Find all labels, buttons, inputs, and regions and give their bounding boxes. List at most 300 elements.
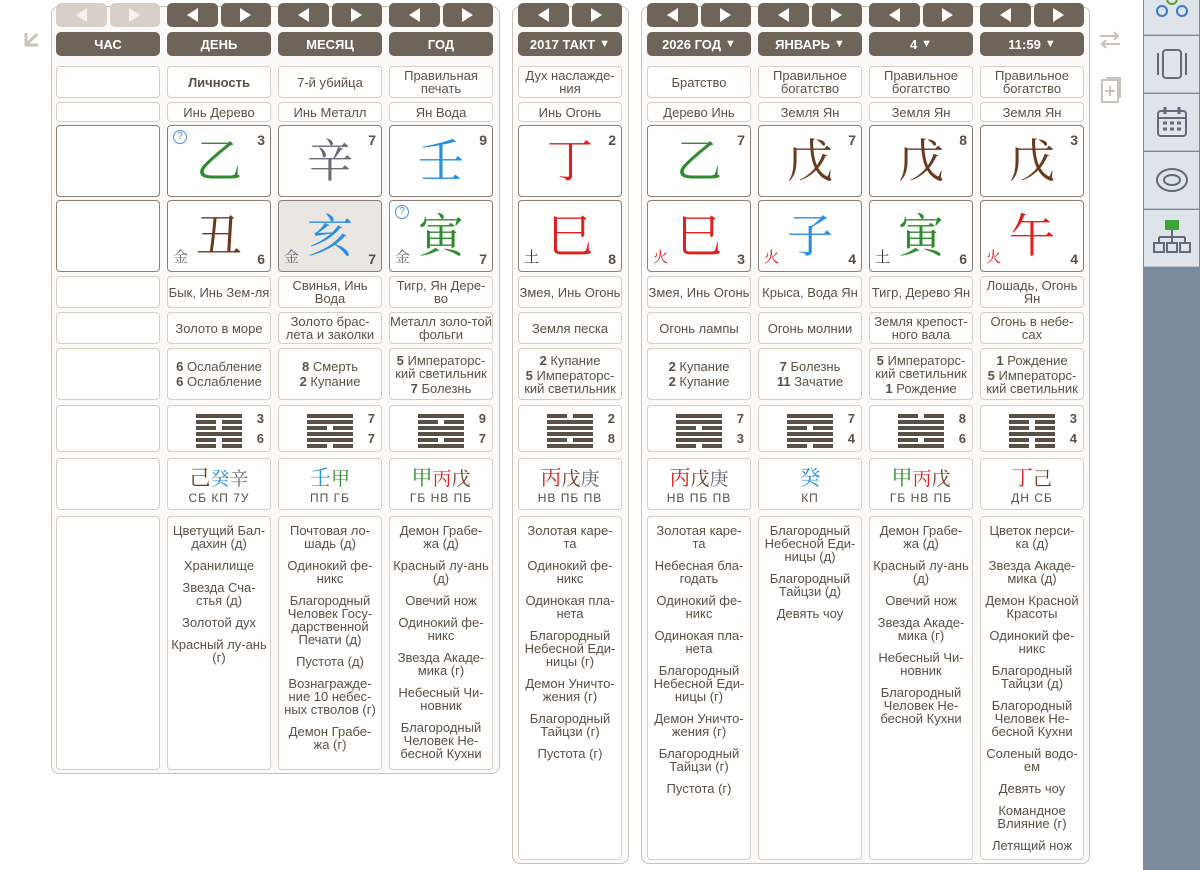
symbolic-star-item[interactable]: Благородный Небесной Еди-ницы (г): [653, 663, 745, 704]
heavenly-stem-cell[interactable]: [647, 125, 751, 197]
life-stage-number: 2: [668, 374, 676, 389]
hexagram-icon: [898, 414, 944, 450]
next-period-button[interactable]: [572, 3, 623, 27]
hidden-stem-labels: ГБ НВ ПБ: [409, 491, 473, 505]
arrow-right-icon: [942, 8, 953, 22]
life-stage-name: Купание: [310, 374, 361, 389]
symbolic-star-item[interactable]: Небесный Чи-новник: [878, 650, 964, 678]
animal-cell: [647, 276, 751, 308]
hexagram-upper-number: 3: [256, 411, 264, 426]
chevron-down-icon: ▼: [599, 38, 611, 50]
hidden-stem-char: 戊: [451, 468, 471, 490]
symbolic-star-item[interactable]: Хранилище: [183, 558, 255, 573]
symbolic-star-item[interactable]: Пустота (д): [296, 654, 364, 669]
life-stage-cell: [758, 348, 862, 400]
hexagram-icon: [307, 414, 353, 450]
branch-character: 巳: [676, 209, 722, 263]
hidden-stems-cell: [758, 458, 862, 510]
hidden-stem-char: 戊: [690, 468, 710, 490]
life-stage-number: 2: [668, 359, 676, 374]
nayin-label: Золото брас-лета и заколки: [285, 314, 375, 342]
element-cell: [869, 102, 973, 122]
life-stage-cell: [56, 348, 160, 400]
prev-period-button[interactable]: [518, 3, 569, 27]
next-period-button[interactable]: [923, 3, 974, 27]
swap-arrows-icon[interactable]: [1098, 30, 1122, 50]
hidden-stem-char: 丙: [669, 466, 691, 490]
symbolic-star-item[interactable]: Благородный Человек Не-бесной Кухни: [400, 720, 482, 761]
hidden-stems-cell: [389, 458, 493, 510]
hidden-stems-cell: [647, 458, 751, 510]
arrow-right-icon: [351, 8, 362, 22]
symbolic-star-item[interactable]: Девять чоу: [776, 606, 844, 621]
hidden-stem-char: 丙: [912, 468, 932, 490]
hexagram-icon: [787, 414, 833, 450]
symbolic-star-item[interactable]: Благородный Человек Не-бесной Кухни: [880, 685, 962, 726]
symbolic-star-item[interactable]: Соленый водо-ем: [986, 746, 1078, 774]
hexagram-cell: [518, 405, 622, 452]
sidebar-hierarchy-button[interactable]: [1144, 210, 1199, 267]
symbolic-star-item[interactable]: Одинокий фе-никс: [656, 593, 742, 621]
hexagram-upper-number: 9: [478, 411, 486, 426]
column-header-label: ГОД: [427, 36, 455, 52]
arrow-left-icon: [76, 8, 87, 22]
hexagram-cell: [758, 405, 862, 452]
collapse-button[interactable]: [13, 22, 49, 58]
hidden-stem-char: 甲: [330, 468, 350, 490]
hidden-stem-labels: НВ ПБ ПВ: [537, 491, 603, 505]
frame-icon: [1155, 47, 1189, 81]
earthly-branch-cell[interactable]: [869, 200, 973, 272]
symbolic-star-item[interactable]: Пустота (г): [666, 781, 732, 796]
heavenly-stem-cell[interactable]: [278, 125, 382, 197]
sidebar-coins-button[interactable]: [1144, 152, 1199, 209]
branch-number: 7: [479, 251, 487, 267]
hexagram-cell: [647, 405, 751, 452]
ten-god-cell: [647, 66, 751, 98]
symbolic-star-item[interactable]: Одинокая пла-нета: [525, 593, 615, 621]
add-page-icon[interactable]: [1100, 76, 1122, 104]
life-stage-name: Ослабление: [187, 359, 262, 374]
period-nav-arrows: [56, 3, 160, 27]
earthly-branch-cell[interactable]: [647, 200, 751, 272]
stem-character: 乙: [676, 134, 722, 188]
ten-god-label: Дух наслажде-ния: [525, 68, 615, 96]
arrow-right-icon: [1053, 8, 1064, 22]
hexagram-cell: [56, 405, 160, 452]
hidden-stem-chars: [390, 465, 492, 492]
symbolic-star-item[interactable]: Одинокий фе-никс: [398, 615, 484, 643]
right-tools: [1092, 16, 1128, 120]
symbolic-star-item[interactable]: Одинокий фе-никс: [989, 628, 1075, 656]
branch-element-glyph: 火: [653, 248, 669, 266]
life-stage-number: 5: [525, 367, 533, 383]
life-stage-cell: [869, 348, 973, 400]
animal-cell: [278, 276, 382, 308]
period-nav-arrows: [389, 3, 493, 27]
prev-period-button[interactable]: [758, 3, 809, 27]
animal-label: Тигр, Дерево Ян: [871, 284, 971, 300]
symbolic-star-item[interactable]: Цветущий Бал-дахин (д): [172, 523, 266, 551]
period-nav-arrows: [869, 3, 973, 27]
life-stage-item: [759, 360, 861, 373]
symbolic-star-item[interactable]: Демон Красной Красоты: [985, 593, 1079, 621]
symbolic-star-item[interactable]: Овечий нож: [405, 593, 477, 608]
hexagram-lower-number: 8: [607, 431, 615, 446]
symbolic-star-item[interactable]: Демон Уничто-жения (г): [654, 711, 744, 739]
branch-character: 午: [1009, 209, 1055, 263]
hidden-stem-chars: [981, 465, 1083, 492]
arrow-right-icon: [462, 8, 473, 22]
symbolic-star-item[interactable]: Золотой дух: [182, 615, 256, 630]
next-period-button[interactable]: [812, 3, 863, 27]
sidebar-network-button[interactable]: [1144, 0, 1199, 35]
stem-character: 辛: [307, 134, 353, 188]
hidden-stem-labels: ДН СБ: [1011, 491, 1053, 505]
animal-label: Змея, Инь Огонь: [648, 284, 750, 300]
hidden-stems-cell: [167, 458, 271, 510]
symbolic-star-item[interactable]: Благородный Тайцзи (д): [769, 571, 851, 599]
life-stage-item: [390, 354, 492, 380]
life-stage-name: Ослабление: [187, 374, 262, 389]
earthly-branch-cell[interactable]: [980, 200, 1084, 272]
life-stage-name: Рождение: [896, 380, 957, 396]
symbolic-star-item[interactable]: Благородный Человек Не-бесной Кухни: [991, 698, 1073, 739]
ten-god-cell: [869, 66, 973, 98]
symbolic-star-item[interactable]: Одинокая пла-нета: [654, 628, 744, 656]
symbolic-star-item[interactable]: Золотая каре-та: [656, 523, 742, 551]
life-stage-number: 7: [410, 380, 418, 396]
hexagram-lower-number: 3: [736, 431, 744, 446]
symbolic-star-item[interactable]: Звезда Акаде-мика (д): [988, 558, 1076, 586]
life-stage-name: Купание: [550, 352, 601, 368]
heavenly-stem-cell[interactable]: [518, 125, 622, 197]
element-cell: [56, 102, 160, 122]
ten-god-cell: [278, 66, 382, 98]
nayin-cell: [56, 312, 160, 344]
symbolic-star-item[interactable]: Звезда Акаде-мика (г): [877, 615, 965, 643]
collapse-arrow-icon: [20, 29, 42, 51]
stem-character: 戊: [1009, 134, 1055, 188]
symbolic-star-item[interactable]: Благородный Небесной Еди-ницы (г): [524, 628, 616, 669]
period-nav-arrows: [980, 3, 1084, 27]
network-icon: [1154, 0, 1190, 21]
branch-number: 4: [1070, 251, 1078, 267]
life-stage-name: Болезнь: [790, 359, 841, 374]
nayin-cell: [758, 312, 862, 344]
column-header-day4[interactable]: [869, 32, 973, 56]
column-header-day: [167, 32, 271, 56]
symbolic-star-item[interactable]: Небесная бла-годать: [654, 558, 744, 586]
symbolic-star-item[interactable]: Демон Уничто-жения (г): [525, 676, 615, 704]
earthly-branch-cell[interactable]: [518, 200, 622, 272]
life-stage-item: [759, 375, 861, 388]
hexagram-upper-number: 7: [367, 411, 375, 426]
arrow-right-icon: [240, 8, 251, 22]
life-stage-number: 1: [996, 352, 1004, 368]
element-label: Инь Металл: [293, 104, 367, 120]
animal-label: Крыса, Вода Ян: [762, 284, 858, 300]
life-stage-item: [279, 375, 381, 388]
period-nav-arrows: [647, 3, 751, 27]
stem-number: 3: [257, 132, 265, 148]
ten-god-label: 7-й убийца: [297, 74, 363, 90]
life-stage-item: [279, 360, 381, 373]
element-cell: [389, 102, 493, 122]
symbolic-star-item[interactable]: Демон Грабе-жа (д): [879, 523, 963, 551]
hexagram-lower-number: 7: [478, 431, 486, 446]
chevron-down-icon: ▼: [921, 38, 933, 50]
prev-period-button[interactable]: [278, 3, 329, 27]
animal-cell: [56, 276, 160, 308]
prev-period-button[interactable]: [167, 3, 218, 27]
ten-god-label: Правильная печать: [404, 68, 478, 96]
symbolic-star-item[interactable]: Небесный Чи-новник: [398, 685, 484, 713]
animal-label: Свинья, Инь Вода: [292, 278, 368, 306]
life-stage-number: 6: [176, 374, 184, 389]
life-stage-cell: [518, 348, 622, 400]
help-icon[interactable]: ?: [395, 205, 409, 219]
help-icon[interactable]: ?: [173, 130, 187, 144]
heavenly-stem-cell[interactable]: [758, 125, 862, 197]
symbolic-star-item[interactable]: Командное Влияние (г): [997, 803, 1067, 831]
heavenly-stem-cell[interactable]: [56, 125, 160, 197]
animal-cell: [758, 276, 862, 308]
branch-character: 寅: [418, 209, 464, 263]
life-stage-item: [390, 382, 492, 395]
symbolic-star-item[interactable]: Демон Грабе-жа (г): [288, 724, 372, 752]
animal-label: Змея, Инь Огонь: [519, 284, 621, 300]
branch-character: 子: [787, 209, 833, 263]
ten-god-label: Правильное богатство: [995, 68, 1069, 96]
hidden-stem-char: 己: [1032, 468, 1052, 490]
heavenly-stem-cell[interactable]: [869, 125, 973, 197]
next-period-button[interactable]: [332, 3, 383, 27]
stem-character: 戊: [898, 134, 944, 188]
nayin-label: Земля песка: [531, 320, 609, 336]
branch-element-glyph: 火: [764, 248, 780, 266]
chevron-down-icon: ▼: [725, 38, 736, 50]
symbolic-star-item[interactable]: Благородный Тайцзи (д): [991, 663, 1073, 691]
right-sidebar: [1143, 0, 1200, 870]
symbolic-star-item[interactable]: Почтовая ло-шадь (д): [289, 523, 371, 551]
symbolic-stars-list: [518, 516, 622, 860]
column-header-jan[interactable]: [758, 32, 862, 56]
stem-character: 丁: [547, 134, 593, 188]
hexagram-cell: [980, 405, 1084, 452]
element-label: Инь Дерево: [183, 104, 255, 120]
column-header-takt[interactable]: [518, 32, 622, 56]
symbolic-star-item[interactable]: Звезда Сча-стья (д): [182, 580, 256, 608]
prev-period-button[interactable]: [869, 3, 920, 27]
element-cell: [167, 102, 271, 122]
hexagram-upper-number: 2: [607, 411, 615, 426]
element-cell: [758, 102, 862, 122]
column-header-label: ЧАС: [94, 36, 122, 52]
symbolic-star-item[interactable]: Благородный Небесной Еди-ницы (д): [764, 523, 856, 564]
element-label: Инь Огонь: [538, 104, 602, 120]
coins-icon: [1154, 163, 1190, 197]
symbolic-star-item[interactable]: Благородный Тайцзи (г): [658, 746, 740, 774]
branch-element-glyph: 金: [284, 248, 300, 266]
life-stage-item: [648, 375, 750, 388]
animal-cell: [518, 276, 622, 308]
hidden-stem-labels: КП: [801, 491, 819, 505]
life-stage-name: Купание: [679, 374, 730, 389]
symbolic-stars-list: [389, 516, 493, 770]
symbolic-star-item[interactable]: Звезда Акаде-мика (г): [397, 650, 485, 678]
symbolic-stars-list: [869, 516, 973, 860]
symbolic-star-item[interactable]: Одинокий фе-никс: [527, 558, 613, 586]
symbolic-star-item[interactable]: Демон Грабе-жа (д): [399, 523, 483, 551]
earthly-branch-cell[interactable]: [167, 200, 271, 272]
symbolic-star-item[interactable]: Пустота (г): [537, 746, 603, 761]
life-stage-cell: [278, 348, 382, 400]
element-cell: [278, 102, 382, 122]
prev-period-button[interactable]: [56, 3, 107, 27]
symbolic-star-item[interactable]: Вознагражде-ние 10 небес-ных стволов (г): [284, 676, 376, 717]
life-stage-item: [648, 360, 750, 373]
symbolic-star-item[interactable]: Девять чоу: [998, 781, 1066, 796]
nayin-label: Земля крепост-ного вала: [874, 314, 968, 342]
life-stage-name: Болезнь: [421, 380, 472, 396]
life-stage-name: Императорс-кий светильник: [395, 352, 487, 381]
hidden-stem-char: 庚: [709, 468, 729, 490]
life-stage-cell: [647, 348, 751, 400]
hexagram-cell: [869, 405, 973, 452]
animal-label: Тигр, Ян Дере-во: [396, 278, 486, 306]
hidden-stems-cell: [869, 458, 973, 510]
hidden-stem-labels: ГБ НВ ПБ: [889, 491, 953, 505]
prev-period-button[interactable]: [980, 3, 1031, 27]
prev-period-button[interactable]: [389, 3, 440, 27]
life-stage-number: 11: [776, 374, 791, 389]
sidebar-calendar-button[interactable]: [1144, 94, 1199, 151]
prev-period-button[interactable]: [647, 3, 698, 27]
life-stage-name: Императорс-кий светильник: [875, 352, 967, 381]
arrow-left-icon: [409, 8, 420, 22]
column-header-y2026[interactable]: [647, 32, 751, 56]
symbolic-star-item[interactable]: Одинокий фе-никс: [287, 558, 373, 586]
stem-number: 7: [737, 132, 745, 148]
heavenly-stem-cell[interactable]: [389, 125, 493, 197]
next-period-button[interactable]: [221, 3, 272, 27]
earthly-branch-cell[interactable]: [278, 200, 382, 272]
life-stage-name: Зачатие: [794, 374, 844, 389]
next-period-button[interactable]: [1034, 3, 1085, 27]
next-period-button[interactable]: [443, 3, 494, 27]
ten-god-cell: [56, 66, 160, 98]
period-nav-arrows: [758, 3, 862, 27]
hidden-stems-cell: [980, 458, 1084, 510]
symbolic-star-item[interactable]: Красный лу-ань (г): [171, 637, 267, 665]
ten-god-label: Личность: [188, 74, 250, 90]
hexagram-icon: [547, 414, 593, 450]
symbolic-star-item[interactable]: Благородный Тайцзи (г): [529, 711, 611, 739]
nayin-cell: [869, 312, 973, 344]
arrow-right-icon: [129, 8, 140, 22]
earthly-branch-cell[interactable]: [56, 200, 160, 272]
period-nav-arrows: [278, 3, 382, 27]
symbolic-star-item[interactable]: Золотая каре-та: [527, 523, 613, 551]
animal-cell: [980, 276, 1084, 308]
symbolic-star-item[interactable]: Цветок перси-ка (д): [989, 523, 1075, 551]
hidden-stem-char: 戊: [561, 468, 581, 490]
symbolic-star-item[interactable]: Овечий нож: [885, 593, 957, 608]
life-stage-name: Рождение: [1007, 352, 1068, 368]
nayin-label: Огонь молнии: [767, 320, 853, 336]
element-label: Земля Ян: [1002, 104, 1062, 120]
hidden-stem-chars: [168, 465, 270, 492]
arrow-left-icon: [538, 8, 549, 22]
symbolic-star-item[interactable]: Летящий нож: [991, 838, 1073, 853]
stem-character: 壬: [418, 134, 464, 188]
ten-god-cell: [518, 66, 622, 98]
life-stage-item: [168, 375, 270, 388]
earthly-branch-cell[interactable]: [389, 200, 493, 272]
hidden-stem-char: 辛: [229, 468, 249, 490]
column-header-label: 2026 ГОД: [662, 36, 722, 52]
sidebar-frame-button[interactable]: [1144, 36, 1199, 93]
branch-number: 6: [257, 251, 265, 267]
branch-character: 丑: [196, 209, 242, 263]
heavenly-stem-cell[interactable]: [980, 125, 1084, 197]
life-stage-cell: [389, 348, 493, 400]
life-stage-name: Купание: [679, 359, 730, 374]
symbolic-star-item[interactable]: Благородный Человек Госу-дарственной Печати (д): [287, 593, 373, 647]
nayin-cell: [518, 312, 622, 344]
animal-cell: [167, 276, 271, 308]
nayin-label: Металл золо-той фольги: [390, 314, 492, 342]
branch-character: 寅: [898, 209, 944, 263]
life-stage-name: Смерть: [312, 359, 359, 374]
chevron-down-icon: ▼: [834, 38, 845, 50]
hidden-stems-cell: [278, 458, 382, 510]
branch-element-glyph: 土: [524, 248, 540, 266]
column-header-time[interactable]: [980, 32, 1084, 56]
symbolic-star-item[interactable]: Красный лу-ань (д): [873, 558, 969, 586]
hexagram-upper-number: 7: [847, 411, 855, 426]
animal-cell: [389, 276, 493, 308]
next-period-button[interactable]: [701, 3, 752, 27]
heavenly-stem-cell[interactable]: [167, 125, 271, 197]
hexagram-lower-number: 4: [847, 431, 855, 446]
life-stage-number: 1: [885, 380, 893, 396]
earthly-branch-cell[interactable]: [758, 200, 862, 272]
stem-number: 2: [608, 132, 616, 148]
element-label: Ян Вода: [415, 104, 467, 120]
life-stage-item: [981, 354, 1083, 367]
life-stage-number: 2: [299, 374, 307, 389]
column-header-hour: [56, 32, 160, 56]
symbolic-stars-list: [980, 516, 1084, 860]
stem-number: 8: [959, 132, 967, 148]
symbolic-star-item[interactable]: Красный лу-ань (д): [393, 558, 489, 586]
column-header-label: ДЕНЬ: [200, 36, 238, 52]
hexagram-upper-number: 3: [1069, 411, 1077, 426]
nayin-cell: [167, 312, 271, 344]
column-header-label: 2017 ТАКТ: [529, 36, 596, 52]
hexagram-icon: [1009, 414, 1055, 450]
animal-label: Лошадь, Огонь Ян: [986, 278, 1078, 306]
stem-number: 9: [479, 132, 487, 148]
arrow-left-icon: [298, 8, 309, 22]
element-cell: [647, 102, 751, 122]
hexagram-icon: [418, 414, 464, 450]
life-stage-item: [981, 369, 1083, 395]
hidden-stem-char: 己: [189, 466, 211, 490]
next-period-button[interactable]: [110, 3, 161, 27]
